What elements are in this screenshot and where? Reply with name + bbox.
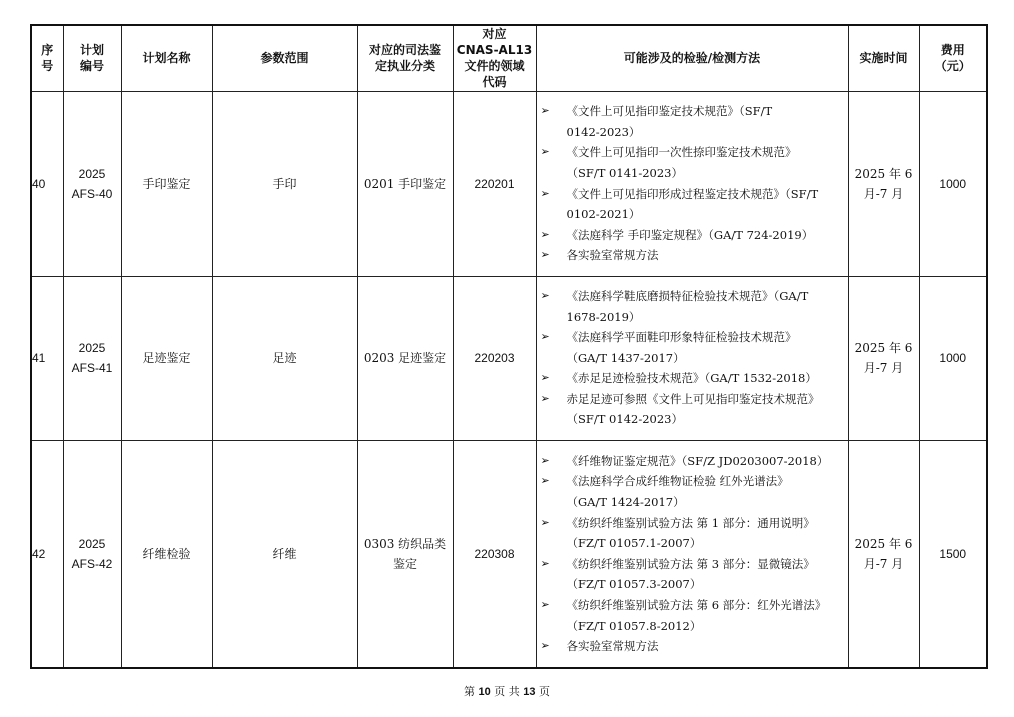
arrowhead-bullet-icon: ➢ [540,104,550,118]
page-footer [0,683,1014,699]
method-item: ➢ 赤足足迹可参照《文件上可见指印鉴定技术规范》 （SF/T 0142-2023） [537,389,848,430]
plan-no-cell: 2025 AFS-42 [63,440,121,668]
time-cell: 2025 年 6 月-7 月 [848,440,919,668]
table-row [31,440,987,668]
plan-name-cell: 手印鉴定 [121,91,212,276]
footer-suffix: 页 [539,685,550,698]
param-range-cell: 手印 [212,91,357,276]
proficiency-plan-table [30,24,988,669]
seq-cell: 41 [31,276,63,440]
footer-prefix: 第 [464,685,475,698]
header-plan-no: 计划 编号 [63,25,121,91]
method-item: ➢ 《纺织纤维鉴别试验方法 第 3 部分：显微镜法》 （FZ/T 01057.3-2007） [537,554,848,595]
table-row [31,276,987,440]
method-item: ➢ 各实验室常规方法 [537,636,848,657]
plan-no-cell: 2025 AFS-40 [63,91,121,276]
methods-cell [536,440,848,668]
header-fee: 费用 （元） [919,25,987,91]
judicial-category-cell: 0303 纺织品类 鉴定 [357,440,453,668]
method-item: ➢ 《纺织纤维鉴别试验方法 第 6 部分：红外光谱法》 （FZ/T 01057.8-2012） [537,595,848,636]
arrowhead-bullet-icon: ➢ [540,474,550,488]
header-row [31,25,987,91]
header-seq: 序 号 [31,25,63,91]
method-item: ➢ 《纤维物证鉴定规范》（SF/Z JD0203007-2018） [537,451,848,472]
method-item: ➢ 各实验室常规方法 [537,245,848,266]
fee-cell: 1000 [919,276,987,440]
method-item: ➢ 《纺织纤维鉴别试验方法 第 1 部分：通用说明》 （FZ/T 01057.1-2007） [537,513,848,554]
plan-name-cell: 纤维检验 [121,440,212,668]
method-item: ➢ 《法庭科学合成纤维物证检验 红外光谱法》 （GA/T 1424-2017） [537,471,848,512]
methods-cell [536,91,848,276]
method-item: ➢ 《赤足足迹检验技术规范》（GA/T 1532-2018） [537,368,848,389]
footer-total-pages: 13 [523,686,536,698]
seq-cell: 42 [31,440,63,668]
cnas-code-cell: 220203 [453,276,536,440]
fee-cell: 1500 [919,440,987,668]
plan-no-cell: 2025 AFS-41 [63,276,121,440]
arrowhead-bullet-icon: ➢ [540,556,550,570]
header-cnas-code: 对应 CNAS-AL13 文件的领域 代码 [453,25,536,91]
seq-cell: 40 [31,91,63,276]
footer-page-number: 10 [478,686,491,698]
judicial-category-cell: 0203 足迹鉴定 [357,276,453,440]
time-cell: 2025 年 6 月-7 月 [848,91,919,276]
arrowhead-bullet-icon: ➢ [540,288,550,302]
arrowhead-bullet-icon: ➢ [540,248,550,262]
methods-cell [536,276,848,440]
method-item: ➢ 《法庭科学鞋底磨损特征检验技术规范》（GA/T 1678-2019） [537,286,848,327]
time-cell: 2025 年 6 月-7 月 [848,276,919,440]
arrowhead-bullet-icon: ➢ [540,391,550,405]
cnas-code-cell: 220201 [453,91,536,276]
arrowhead-bullet-icon: ➢ [540,639,550,653]
judicial-category-cell: 0201 手印鉴定 [357,91,453,276]
method-item: ➢ 《文件上可见指印形成过程鉴定技术规范》（SF/T 0102-2021） [537,184,848,225]
arrowhead-bullet-icon: ➢ [540,186,550,200]
param-range-cell: 纤维 [212,440,357,668]
arrowhead-bullet-icon: ➢ [540,330,550,344]
cnas-code-cell: 220308 [453,440,536,668]
header-param-range: 参数范围 [212,25,357,91]
table-row [31,91,987,276]
arrowhead-bullet-icon: ➢ [540,227,550,241]
arrowhead-bullet-icon: ➢ [540,453,550,467]
arrowhead-bullet-icon: ➢ [540,597,550,611]
arrowhead-bullet-icon: ➢ [540,515,550,529]
param-range-cell: 足迹 [212,276,357,440]
header-judicial-category: 对应的司法鉴 定执业分类 [357,25,453,91]
header-methods: 可能涉及的检验/检测方法 [536,25,848,91]
arrowhead-bullet-icon: ➢ [540,371,550,385]
plan-name-cell: 足迹鉴定 [121,276,212,440]
arrowhead-bullet-icon: ➢ [540,145,550,159]
method-item: ➢ 《法庭科学 手印鉴定规程》（GA/T 724-2019） [537,225,848,246]
method-item: ➢ 《法庭科学平面鞋印形象特征检验技术规范》 （GA/T 1437-2017） [537,327,848,368]
method-item: ➢ 《文件上可见指印鉴定技术规范》（SF/T 0142-2023） [537,101,848,142]
header-time: 实施时间 [848,25,919,91]
fee-cell: 1000 [919,91,987,276]
header-plan-name: 计划名称 [121,25,212,91]
footer-middle: 页 共 [494,685,520,698]
method-item: ➢ 《文件上可见指印一次性捺印鉴定技术规范》 （SF/T 0141-2023） [537,142,848,183]
